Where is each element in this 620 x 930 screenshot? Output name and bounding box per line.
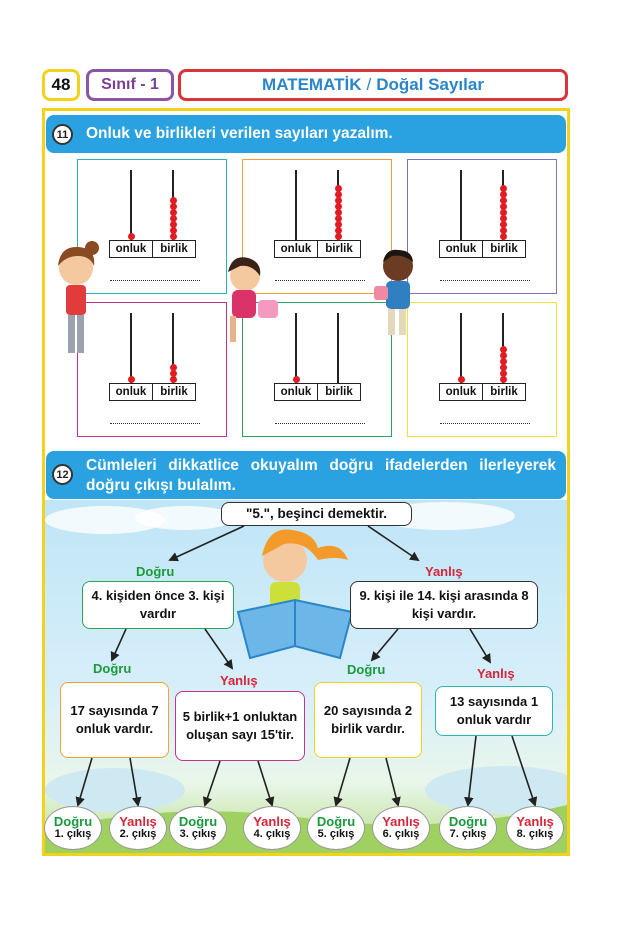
question-number: 11 — [52, 124, 73, 145]
exit-label: Doğru — [53, 814, 93, 829]
birlik-label: birlik — [152, 384, 195, 400]
page-number-text: 48 — [51, 75, 71, 94]
bead-birlik — [500, 215, 507, 222]
bead-onluk — [128, 376, 135, 383]
exit-name: 7. çıkış — [449, 828, 487, 840]
birlik-label: birlik — [482, 241, 525, 257]
answer-line[interactable] — [110, 280, 200, 281]
topic-name: Doğal Sayılar — [376, 75, 484, 94]
bead-birlik — [500, 358, 507, 365]
exit-label: Doğru — [448, 814, 488, 829]
exit-2 — [109, 806, 167, 850]
bead-birlik — [335, 227, 342, 234]
label-yanlis-rr: Yanlış — [477, 666, 515, 681]
statement-lr: 5 birlik+1 onluktan oluşan sayı 15'tir. — [175, 691, 305, 761]
exit-8 — [506, 806, 564, 850]
place-value-labels — [109, 240, 196, 258]
answer-line[interactable] — [275, 423, 365, 424]
exit-1 — [44, 806, 102, 850]
root-statement: "5.", beşinci demektir. — [221, 502, 412, 526]
bead-birlik — [170, 364, 177, 371]
onluk-label: onluk — [115, 243, 147, 255]
statement-rr: 13 sayısında 1 onluk vardır — [435, 686, 553, 736]
abacus-rod-onluk — [130, 313, 132, 383]
bead-birlik — [335, 203, 342, 210]
bead-birlik — [170, 209, 177, 216]
bead-birlik — [500, 227, 507, 234]
bead-birlik — [500, 376, 507, 383]
bead-birlik — [170, 197, 177, 204]
exit-name: 5. çıkış — [317, 828, 355, 840]
bead-birlik — [335, 197, 342, 204]
question-title: Cümleleri dikkatlice okuyalım doğru ifadelerden ilerleyerek doğru çıkışı bulalım. — [86, 457, 556, 494]
abacus-box — [407, 302, 557, 437]
exit-label: Yanlış — [253, 814, 291, 829]
exit-name: 2. çıkış — [119, 828, 157, 840]
exit-name: 6. çıkış — [382, 828, 420, 840]
abacus-rod-onluk — [295, 313, 297, 383]
answer-line[interactable] — [440, 280, 530, 281]
bead-onluk — [293, 376, 300, 383]
answer-line[interactable] — [275, 280, 365, 281]
onluk-label: onluk — [445, 243, 477, 255]
grade-label — [86, 69, 174, 101]
statement-rl: 20 sayısında 2 birlik vardır. — [314, 682, 422, 758]
onluk-label: onluk — [445, 386, 477, 398]
question-12-bar — [46, 451, 566, 499]
statement-right: 9. kişi ile 14. kişi arasında 8 kişi vardır. — [350, 581, 538, 629]
page-number — [42, 69, 80, 101]
bead-birlik — [500, 203, 507, 210]
abacus-box — [77, 159, 227, 294]
bead-birlik — [500, 352, 507, 359]
abacus-box — [242, 302, 392, 437]
exit-name: 1. çıkış — [54, 828, 92, 840]
exit-4 — [243, 806, 301, 850]
question-number: 12 — [52, 464, 73, 485]
bead-birlik — [500, 233, 507, 240]
question-title: Onluk ve birlikleri verilen sayıları yazalım. — [86, 125, 393, 142]
subject-title: MATEMATİK / Doğal Sayılar — [178, 69, 568, 101]
bead-birlik — [335, 233, 342, 240]
birlik-label: birlik — [482, 384, 525, 400]
bead-onluk — [128, 233, 135, 240]
exit-name: 3. çıkış — [179, 828, 217, 840]
exit-7 — [439, 806, 497, 850]
bead-birlik — [170, 233, 177, 240]
bead-onluk — [458, 376, 465, 383]
bead-birlik — [500, 370, 507, 377]
grade-text: Sınıf - 1 — [101, 76, 159, 93]
place-value-labels — [274, 383, 361, 401]
place-value-labels — [274, 240, 361, 258]
bead-birlik — [335, 185, 342, 192]
abacus-rod-birlik — [337, 313, 339, 383]
label-dogru-ll: Doğru — [93, 661, 132, 676]
birlik-label: birlik — [152, 241, 195, 257]
exit-5 — [307, 806, 365, 850]
question-11-bar — [46, 115, 566, 153]
abacus-box — [77, 302, 227, 437]
birlik-label: birlik — [317, 384, 360, 400]
bead-birlik — [170, 215, 177, 222]
place-value-labels — [439, 240, 526, 258]
place-value-labels — [439, 383, 526, 401]
bead-birlik — [170, 221, 177, 228]
birlik-label: birlik — [317, 241, 360, 257]
bead-birlik — [335, 215, 342, 222]
onluk-label: onluk — [280, 386, 312, 398]
bead-birlik — [500, 185, 507, 192]
bead-birlik — [500, 221, 507, 228]
exit-label: Doğru — [178, 814, 218, 829]
exit-label: Yanlış — [119, 814, 157, 829]
bead-birlik — [335, 221, 342, 228]
statement-left: 4. kişiden önce 3. kişi vardır — [82, 581, 234, 629]
bead-birlik — [170, 203, 177, 210]
place-value-labels — [109, 383, 196, 401]
exit-name: 8. çıkış — [516, 828, 554, 840]
bead-birlik — [500, 364, 507, 371]
onluk-label: onluk — [115, 386, 147, 398]
bead-birlik — [500, 346, 507, 353]
label-yanlis-lr: Yanlış — [220, 673, 258, 688]
bead-birlik — [170, 227, 177, 234]
exit-3 — [169, 806, 227, 850]
abacus-box — [242, 159, 392, 294]
abacus-rod-onluk — [130, 170, 132, 240]
subject-name: MATEMATİK — [262, 75, 362, 94]
exit-label: Doğru — [316, 814, 356, 829]
bead-birlik — [335, 191, 342, 198]
label-dogru-rl: Doğru — [347, 662, 386, 677]
abacus-box — [407, 159, 557, 294]
abacus-rod-onluk — [460, 313, 462, 383]
label-yanlis-right: Yanlış — [425, 564, 463, 579]
answer-line[interactable] — [110, 423, 200, 424]
bead-birlik — [500, 191, 507, 198]
exit-name: 4. çıkış — [253, 828, 291, 840]
label-dogru-left: Doğru — [136, 564, 175, 579]
bead-birlik — [170, 376, 177, 383]
bead-birlik — [500, 197, 507, 204]
abacus-rod-onluk — [295, 170, 297, 240]
exit-6 — [372, 806, 430, 850]
bead-birlik — [335, 209, 342, 216]
exit-label: Yanlış — [516, 814, 554, 829]
statement-ll: 17 sayısında 7 onluk vardır. — [60, 682, 169, 758]
bead-birlik — [170, 370, 177, 377]
abacus-rod-onluk — [460, 170, 462, 240]
onluk-label: onluk — [280, 243, 312, 255]
answer-line[interactable] — [440, 423, 530, 424]
exit-label: Yanlış — [382, 814, 420, 829]
bead-birlik — [500, 209, 507, 216]
